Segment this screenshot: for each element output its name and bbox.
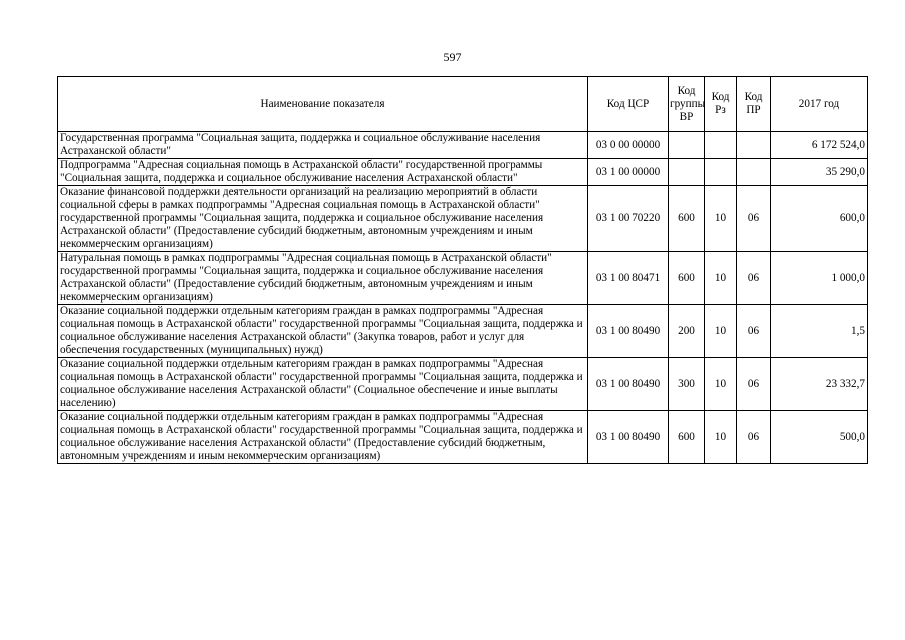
table-header-row bbox=[58, 77, 868, 132]
row-vr bbox=[669, 132, 705, 159]
header-vr: Код группы ВР bbox=[669, 77, 705, 132]
table-row bbox=[58, 358, 868, 411]
header-year: 2017 год bbox=[771, 77, 868, 132]
row-name: Государственная программа "Социальная защита, поддержка и социальное обслуживание населения Астраханской области" bbox=[58, 132, 588, 159]
row-vr: 300 bbox=[669, 358, 705, 411]
row-pr bbox=[737, 132, 771, 159]
row-vr: 200 bbox=[669, 305, 705, 358]
row-name: Оказание социальной поддержки отдельным категориям граждан в рамках подпрограммы "Адресная социальная помощь в Астраханской области" государственной программы "Социальная защита, поддержка и социальное обслуживание населения Астраханской области" (Предоставление субсидий бюджетным, автономным учреждениям и иным некоммерческим организациям) bbox=[58, 411, 588, 464]
row-vr: 600 bbox=[669, 186, 705, 252]
row-pr: 06 bbox=[737, 411, 771, 464]
budget-table bbox=[57, 76, 868, 464]
row-rz: 10 bbox=[705, 305, 737, 358]
row-amount: 1,5 bbox=[771, 305, 868, 358]
row-rz bbox=[705, 132, 737, 159]
row-csr: 03 1 00 80471 bbox=[588, 252, 669, 305]
row-csr: 03 0 00 00000 bbox=[588, 132, 669, 159]
table-row bbox=[58, 132, 868, 159]
row-amount: 23 332,7 bbox=[771, 358, 868, 411]
row-amount: 35 290,0 bbox=[771, 159, 868, 186]
row-vr: 600 bbox=[669, 252, 705, 305]
row-csr: 03 1 00 70220 bbox=[588, 186, 669, 252]
row-amount: 1 000,0 bbox=[771, 252, 868, 305]
table-row bbox=[58, 252, 868, 305]
row-rz: 10 bbox=[705, 186, 737, 252]
row-csr: 03 1 00 80490 bbox=[588, 358, 669, 411]
row-pr: 06 bbox=[737, 252, 771, 305]
row-vr bbox=[669, 159, 705, 186]
row-amount: 6 172 524,0 bbox=[771, 132, 868, 159]
row-amount: 600,0 bbox=[771, 186, 868, 252]
header-rz: Код Рз bbox=[705, 77, 737, 132]
row-csr: 03 1 00 80490 bbox=[588, 411, 669, 464]
header-pr: Код ПР bbox=[737, 77, 771, 132]
row-name: Оказание финансовой поддержки деятельности организаций на реализацию мероприятий в области социальной сферы в рамках подпрограммы "Адресная социальная помощь в Астраханской области" государственной программы "Социальная защита, поддержка и социальное обслуживание населения Астраханской области" (Предоставление субсидий бюджетным, автономным учреждениям и иным некоммерческим организациям) bbox=[58, 186, 588, 252]
row-name: Подпрограмма "Адресная социальная помощь в Астраханской области" государственной программы "Социальная защита, поддержка и социальное обслуживание населения Астраханской области" bbox=[58, 159, 588, 186]
row-pr bbox=[737, 159, 771, 186]
row-vr: 600 bbox=[669, 411, 705, 464]
row-rz: 10 bbox=[705, 358, 737, 411]
row-rz: 10 bbox=[705, 252, 737, 305]
row-pr: 06 bbox=[737, 358, 771, 411]
row-csr: 03 1 00 80490 bbox=[588, 305, 669, 358]
table-row bbox=[58, 186, 868, 252]
header-name: Наименование показателя bbox=[58, 77, 588, 132]
row-rz: 10 bbox=[705, 411, 737, 464]
row-name: Оказание социальной поддержки отдельным категориям граждан в рамках подпрограммы "Адресная социальная помощь в Астраханской области" государственной программы "Социальная защита, поддержка и социальное обслуживание населения Астраханской области" (Закупка товаров, работ и услуг для обеспечения государственных (муниципальных) нужд) bbox=[58, 305, 588, 358]
row-name: Оказание социальной поддержки отдельным категориям граждан в рамках подпрограммы "Адресная социальная помощь в Астраханской области" государственной программы "Социальная защита, поддержка и социальное обслуживание населения Астраханской области" (Социальное обеспечение и иные выплаты населению) bbox=[58, 358, 588, 411]
table-row bbox=[58, 411, 868, 464]
header-csr: Код ЦСР bbox=[588, 77, 669, 132]
row-csr: 03 1 00 00000 bbox=[588, 159, 669, 186]
row-rz bbox=[705, 159, 737, 186]
row-pr: 06 bbox=[737, 305, 771, 358]
table-row bbox=[58, 305, 868, 358]
row-name: Натуральная помощь в рамках подпрограммы "Адресная социальная помощь в Астраханской области" государственной программы "Социальная защита, поддержка и социальное обслуживание населения Астраханской области" (Предоставление субсидий бюджетным, автономным учреждениям и иным некоммерческим организациям) bbox=[58, 252, 588, 305]
page-number: 597 bbox=[443, 50, 462, 64]
table-row bbox=[58, 159, 868, 186]
row-amount: 500,0 bbox=[771, 411, 868, 464]
row-pr: 06 bbox=[737, 186, 771, 252]
